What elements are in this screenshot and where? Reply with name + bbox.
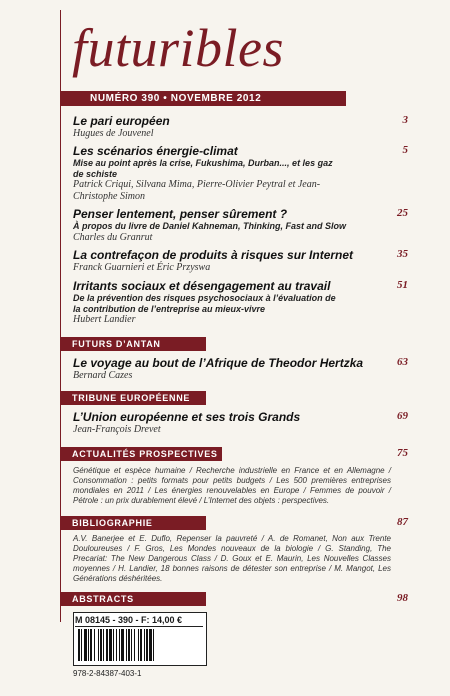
toc-entry-page: 3 <box>402 114 408 126</box>
toc-entry <box>73 144 391 203</box>
toc-entry-title: Le pari européen <box>73 114 170 128</box>
toc-entry <box>73 279 391 326</box>
barcode-price-label: M 08145 - 390 - F: 14,00 € <box>75 614 203 627</box>
section-page-bibliographie: 87 <box>397 516 408 528</box>
toc-entry-authors: Charles du Granrut <box>73 231 153 243</box>
toc-entry <box>73 248 391 274</box>
toc-entry-subtitle: De la prévention des risques psychosociaux à l’évaluation de la contribution de l’entreprise au mieux-vivre <box>73 293 336 314</box>
masthead-logo: futuribles <box>72 18 285 78</box>
toc-entry-authors: Franck Guarnieri et Éric Przyswa <box>73 262 211 273</box>
section-band-tribune: TRIBUNE EUROPÉENNE <box>60 391 206 405</box>
section-page-abstracts: 98 <box>397 592 408 604</box>
section-page-actualites: 75 <box>397 447 408 459</box>
toc-entry-title: Les scénarios énergie-climat <box>73 144 238 158</box>
toc-entry-authors: Hugues de Jouvenel <box>73 128 154 139</box>
barcode-stripe <box>154 629 156 661</box>
toc-entry <box>73 207 391 244</box>
actualites-text: Génétique et espèce humaine / Recherche industrielle en France et en Allemagne / Consommation : petits formats pour petits budgets / Les 500 premières entreprises mondiales en 2011 / Les énergies renouvelables en Europe / Femmes de pouvoir / Pétrole : un prix durablement élevé / L’Internet des objets : perspectives. <box>73 466 391 505</box>
isbn: 978-2-84387-403-1 <box>73 669 142 678</box>
toc-entry-page: 51 <box>397 279 408 291</box>
toc-entry-page: 63 <box>397 356 408 368</box>
toc-entry-authors: Patrick Criqui, Silvana Mima, Pierre-Olivier Peytral et Jean-Christophe Simon <box>73 179 321 202</box>
toc-entry-subtitle: À propos du livre de Daniel Kahneman, Thinking, Fast and Slow <box>73 221 347 231</box>
toc-entry-title: Penser lentement, penser sûrement ? <box>73 207 288 221</box>
section-band-actualites: ACTUALITÉS PROSPECTIVES <box>60 447 222 461</box>
toc-entry <box>73 114 391 140</box>
barcode <box>73 612 207 666</box>
toc-entry-subtitle: Mise au point après la crise, Fukushima, Durban..., et les gaz de schiste <box>73 158 333 179</box>
toc-entry-page: 5 <box>402 144 408 156</box>
toc-entry-title: La contrefaçon de produits à risques sur Internet <box>73 248 354 262</box>
toc-entry-page: 25 <box>397 207 408 219</box>
toc-entry-title: Irritants sociaux et désengagement au travail <box>73 279 331 293</box>
toc-entry-authors: Hubert Landier <box>73 314 136 325</box>
toc-entry-authors: Jean-François Drevet <box>73 424 161 435</box>
toc-entry <box>73 410 391 436</box>
section-band-futurs: FUTURS D’ANTAN <box>60 337 206 351</box>
section-band-abstracts: ABSTRACTS <box>60 592 206 606</box>
barcode-bars <box>78 629 200 661</box>
toc-entry-page: 69 <box>397 410 408 422</box>
toc-entry-authors: Bernard Cazes <box>73 370 133 381</box>
toc-entry-title: L’Union européenne et ses trois Grands <box>73 410 301 424</box>
toc-entry <box>73 356 391 382</box>
bibliographie-text: A.V. Banerjee et E. Duflo, Repenser la pauvreté / A. de Romanet, Non aux Trente Douloureuses / F. Gros, Les Mondes nouveaux de la biologie / G. Standing, The Precariat: The New Dangerous Class / D. Goux et E. Maurin, Les Nouvelles Classes moyennes / H. Landier, 18 bonnes raisons de détester son entreprise / M. Mangot, Les Générations déshéritées. <box>73 534 391 583</box>
toc-entry-title: Le voyage au bout de l’Afrique de Theodor Hertzka <box>73 356 364 370</box>
issue-banner: NUMÉRO 390 • NOVEMBRE 2012 <box>60 91 346 106</box>
section-band-bibliographie: BIBLIOGRAPHIE <box>60 516 206 530</box>
toc-entry-page: 35 <box>397 248 408 260</box>
